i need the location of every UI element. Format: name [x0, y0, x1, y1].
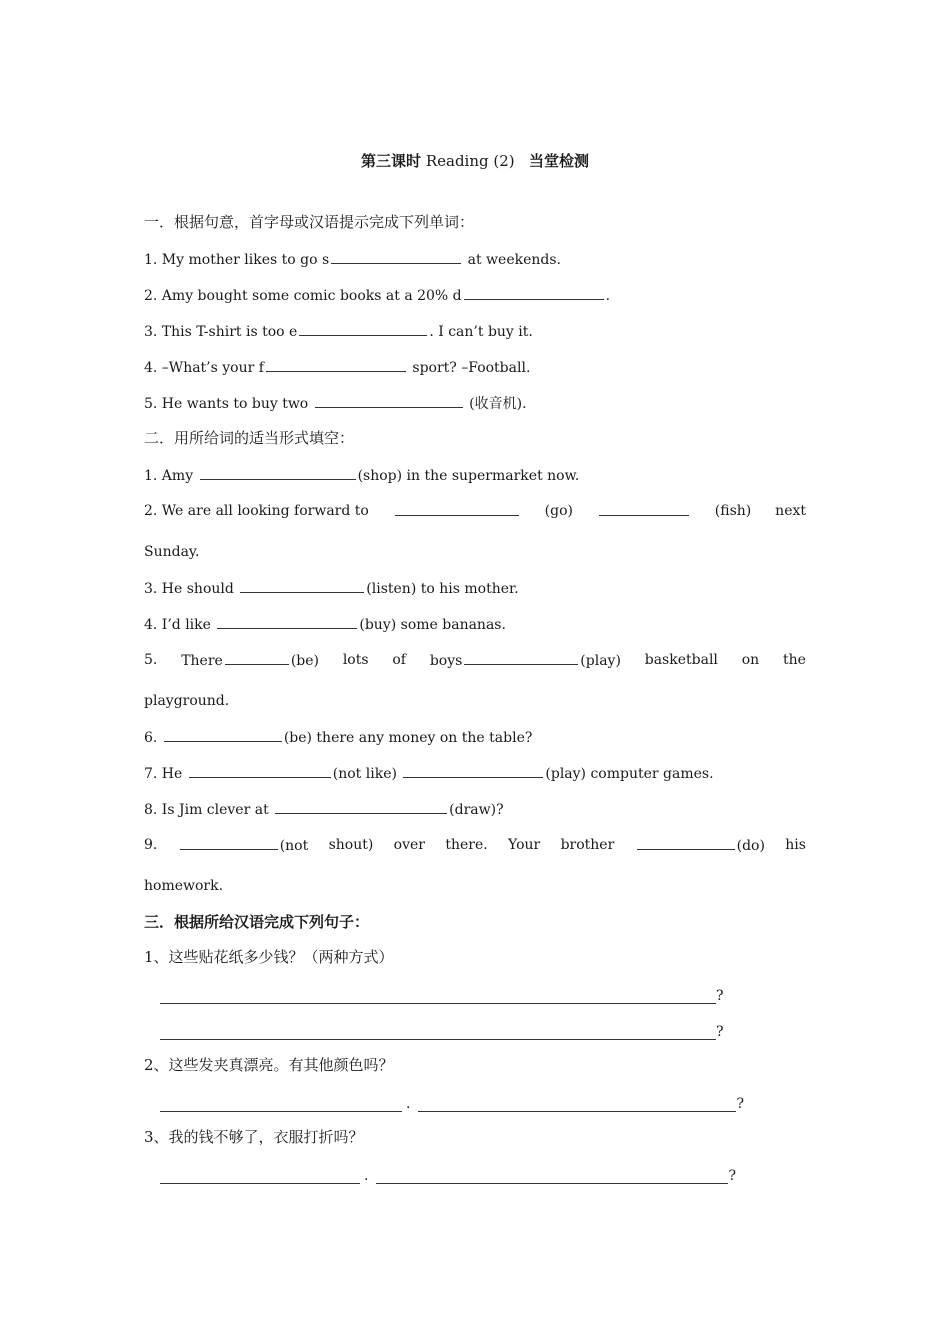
answer-blank[interactable] [331, 249, 461, 264]
answer-blank[interactable] [225, 650, 289, 665]
answer-blank[interactable] [315, 393, 463, 408]
s2-question-7: 7. He (not like) (play) computer games. [144, 763, 806, 784]
page-title [0, 150, 950, 171]
title-check: 当堂检测 [528, 152, 589, 170]
s2-question-8: 8. Is Jim clever at (draw)? [144, 799, 806, 820]
s1-question-1: 1. My mother likes to go s at weekends. [144, 249, 806, 270]
answer-blank[interactable] [240, 578, 364, 593]
answer-line[interactable] [160, 987, 716, 1004]
s2-question-5-cont: playground. [144, 693, 230, 709]
answer-line[interactable] [160, 1095, 402, 1112]
s2-question-9-cont: homework. [144, 878, 224, 894]
answer-blank[interactable] [599, 501, 689, 516]
answer-blank[interactable] [403, 763, 543, 778]
s2-question-3: 3. He should (listen) to his mother. [144, 578, 806, 599]
answer-blank[interactable] [464, 285, 604, 300]
s3-answer-1a: ? [160, 984, 724, 1004]
section2-heading: 二．用所给词的适当形式填空： [144, 429, 355, 447]
section3-heading: 三．根据所给汉语完成下列句子： [144, 913, 370, 931]
title-lesson: 第三课时 [361, 152, 422, 170]
s1-question-5: 5. He wants to buy two (收音机). [144, 393, 806, 414]
s1-question-4: 4. –What’s your f sport? –Football. [144, 357, 806, 378]
answer-line[interactable] [160, 1023, 716, 1040]
answer-line[interactable] [376, 1167, 728, 1184]
answer-line[interactable] [160, 1167, 360, 1184]
s3-answer-1b: ? [160, 1020, 724, 1040]
answer-blank[interactable] [464, 650, 578, 665]
answer-blank[interactable] [266, 357, 406, 372]
s2-question-9: 9. (not shout) over there. Your brother (do) his [144, 837, 806, 854]
s2-question-2: 2. We are all looking forward to (go) (fish) next [144, 503, 806, 519]
section1-heading: 一．根据句意，首字母或汉语提示完成下列单词： [144, 213, 475, 231]
s3-question-1: 1、这些贴花纸多少钱？（两种方式） [144, 948, 394, 966]
s3-answer-3: . ? [160, 1164, 736, 1184]
answer-blank[interactable] [200, 465, 356, 480]
answer-line[interactable] [418, 1095, 736, 1112]
title-reading: Reading (2) [425, 152, 515, 170]
answer-blank[interactable] [217, 614, 357, 629]
answer-blank[interactable] [637, 835, 735, 850]
s1-question-3: 3. This T-shirt is too e . I can’t buy it. [144, 321, 806, 342]
s3-answer-2: . ? [160, 1092, 744, 1112]
answer-blank[interactable] [275, 799, 447, 814]
s2-question-5: 5. There (be) lots of boys (play) basketball on the [144, 652, 806, 669]
answer-blank[interactable] [180, 835, 278, 850]
s1-question-2: 2. Amy bought some comic books at a 20% d . [144, 285, 806, 306]
s3-question-3: 3、我的钱不够了，衣服打折吗？ [144, 1128, 364, 1146]
s2-question-4: 4. I’d like (buy) some bananas. [144, 614, 806, 635]
answer-blank[interactable] [189, 763, 331, 778]
answer-blank[interactable] [164, 727, 282, 742]
s2-question-1: 1. Amy (shop) in the supermarket now. [144, 465, 806, 486]
answer-blank[interactable] [395, 501, 519, 516]
s2-question-6: 6. (be) there any money on the table? [144, 727, 806, 748]
s2-question-2-cont: Sunday. [144, 544, 200, 560]
answer-blank[interactable] [299, 321, 427, 336]
s3-question-2: 2、这些发夹真漂亮。有其他颜色吗？ [144, 1056, 394, 1074]
